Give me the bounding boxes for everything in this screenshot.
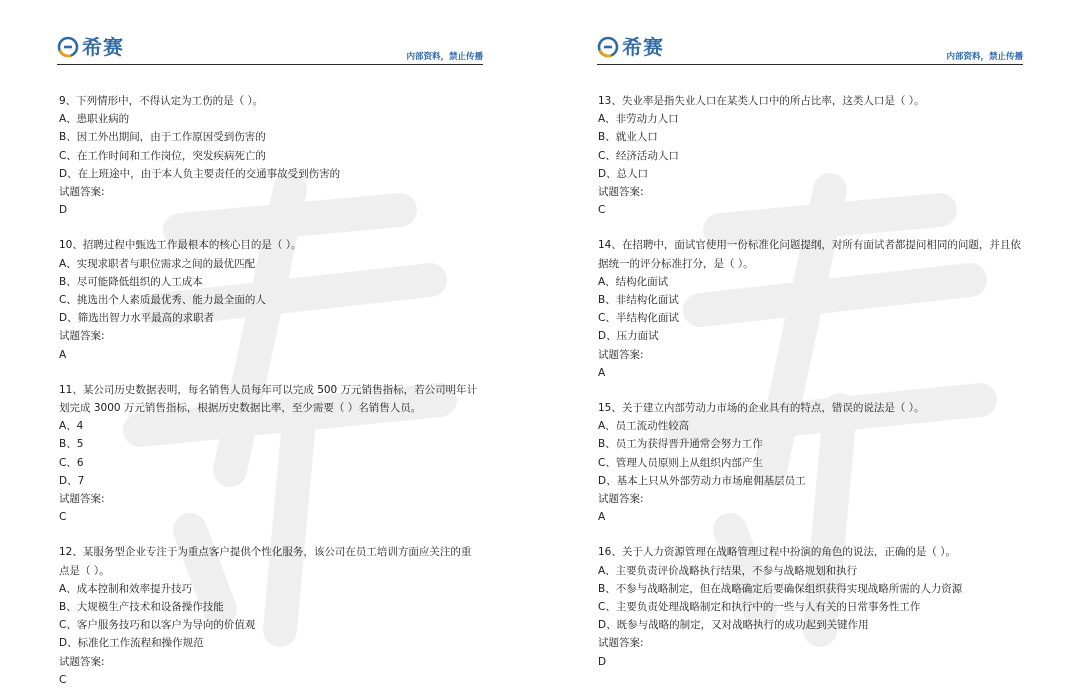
header-tagline: 内部资料，禁止传播 bbox=[946, 52, 1023, 62]
option-a: A、主要负责评价战略执行结果，不参与战略规划和执行 bbox=[598, 564, 858, 577]
question-item bbox=[598, 92, 1024, 219]
option-b: B、因工外出期间，由于工作原因受到伤害的 bbox=[59, 131, 266, 144]
option-d: D、标准化工作流程和操作规范 bbox=[59, 637, 204, 650]
option-c: C、半结构化面试 bbox=[598, 312, 679, 325]
option-b: B、不参与战略制定，但在战略确定后要确保组织获得实现战略所需的人力资源 bbox=[598, 582, 963, 595]
question-text: 14、在招聘中，面试官使用一份标准化问题提纲，对所有面试者都提问相同的问题，并且依据统一的评分标准打分，是（ ）。 bbox=[598, 239, 1021, 270]
header-divider bbox=[57, 64, 483, 65]
question-text: 13、失业率是指失业人口在某类人口中的所占比率，这类人口是（ ）。 bbox=[598, 95, 925, 107]
option-b: B、员工为获得晋升通常会努力工作 bbox=[598, 438, 763, 451]
question-text: 16、关于人力资源管理在战略管理过程中扮演的角色的说法，正确的是（ ）。 bbox=[598, 546, 956, 559]
option-c: C、管理人员原则上从组织内部产生 bbox=[598, 456, 763, 469]
header-divider bbox=[597, 64, 1023, 65]
option-c: C、主要负责处理战略制定和执行中的一些与人有关的日常事务性工作 bbox=[598, 601, 921, 614]
logo-icon bbox=[597, 36, 619, 58]
answer-value: A bbox=[598, 511, 606, 524]
question-item bbox=[59, 543, 479, 689]
option-a: A、实现求职者与职位需求之间的最优匹配 bbox=[59, 257, 256, 270]
answer-label: 试题答案: bbox=[59, 655, 105, 668]
logo-icon bbox=[57, 36, 79, 58]
answer-value: A bbox=[598, 366, 606, 379]
option-b: B、大规模生产技术和设备操作技能 bbox=[59, 601, 224, 614]
answer-label: 试题答案: bbox=[598, 348, 644, 361]
question-text: 12、某服务型企业专注于为重点客户提供个性化服务，该公司在员工培训方面应关注的重点是（ ）。 bbox=[59, 546, 472, 577]
answer-value: C bbox=[59, 673, 67, 686]
option-c: C、客户服务技巧和以客户为导向的价值观 bbox=[59, 619, 256, 632]
option-a: A、4 bbox=[59, 420, 84, 433]
brand-logo bbox=[57, 36, 124, 58]
question-item bbox=[598, 543, 1024, 670]
question-item bbox=[59, 92, 479, 219]
answer-label: 试题答案: bbox=[59, 330, 105, 343]
logo-text: 希赛 bbox=[622, 35, 664, 59]
option-c: C、在工作时间和工作岗位，突发疾病死亡的 bbox=[59, 149, 266, 162]
option-a: A、患职业病的 bbox=[59, 113, 130, 126]
question-list bbox=[59, 92, 479, 700]
question-text: 15、关于建立内部劳动力市场的企业具有的特点，错误的说法是（ ）。 bbox=[598, 402, 925, 415]
option-d: D、筛选出智力水平最高的求职者 bbox=[59, 312, 215, 325]
question-item bbox=[598, 236, 1024, 382]
right-page bbox=[540, 0, 1080, 700]
question-text: 11、某公司历史数据表明，每名销售人员每年可以完成 500 万元销售指标，若公司明年计划完成 3000 万元销售指标，根据历史数据比率，至少需要（ ）名销售人员。 bbox=[59, 383, 478, 415]
brand-logo bbox=[597, 36, 664, 58]
option-b: B、就业人口 bbox=[598, 131, 658, 144]
option-d: D、既参与战略的制定，又对战略执行的成功起到关键作用 bbox=[598, 619, 869, 632]
option-c: C、挑选出个人素质最优秀、能力最全面的人 bbox=[59, 294, 266, 307]
option-c: C、6 bbox=[59, 456, 84, 469]
option-c: C、经济活动人口 bbox=[598, 149, 679, 162]
option-b: B、尽可能降低组织的人工成本 bbox=[59, 275, 203, 288]
question-item bbox=[59, 381, 479, 527]
option-a: A、非劳动力人口 bbox=[598, 113, 679, 126]
option-d: D、总人口 bbox=[598, 167, 649, 180]
answer-value: D bbox=[598, 655, 607, 668]
option-b: B、非结构化面试 bbox=[598, 294, 679, 307]
answer-label: 试题答案: bbox=[59, 186, 105, 199]
question-list bbox=[598, 92, 1024, 688]
option-d: D、基本上只从外部劳动力市场雇佣基层员工 bbox=[598, 474, 806, 487]
answer-value: D bbox=[59, 204, 68, 217]
option-b: B、5 bbox=[59, 438, 84, 451]
answer-value: C bbox=[59, 511, 67, 524]
answer-value: C bbox=[598, 204, 606, 217]
answer-label: 试题答案: bbox=[598, 186, 644, 199]
option-a: A、员工流动性较高 bbox=[598, 420, 690, 433]
option-a: A、成本控制和效率提升技巧 bbox=[59, 582, 193, 595]
question-text: 10、招聘过程中甄选工作最根本的核心目的是（ ）。 bbox=[59, 239, 302, 252]
question-text: 9、下列情形中，不得认定为工伤的是（ ）。 bbox=[59, 95, 264, 107]
option-d: D、压力面试 bbox=[598, 330, 659, 343]
logo-text: 希赛 bbox=[82, 35, 124, 59]
option-a: A、结构化面试 bbox=[598, 275, 669, 288]
question-item bbox=[59, 236, 479, 363]
page-header bbox=[57, 36, 483, 66]
option-d: D、7 bbox=[59, 474, 85, 487]
answer-label: 试题答案: bbox=[59, 493, 105, 506]
question-item bbox=[598, 399, 1024, 526]
answer-label: 试题答案: bbox=[598, 493, 644, 506]
answer-label: 试题答案: bbox=[598, 637, 644, 650]
option-d: D、在上班途中，由于本人负主要责任的交通事故受到伤害的 bbox=[59, 167, 341, 180]
header-tagline: 内部资料，禁止传播 bbox=[406, 52, 483, 62]
answer-value: A bbox=[59, 348, 67, 361]
page-header bbox=[597, 36, 1023, 66]
